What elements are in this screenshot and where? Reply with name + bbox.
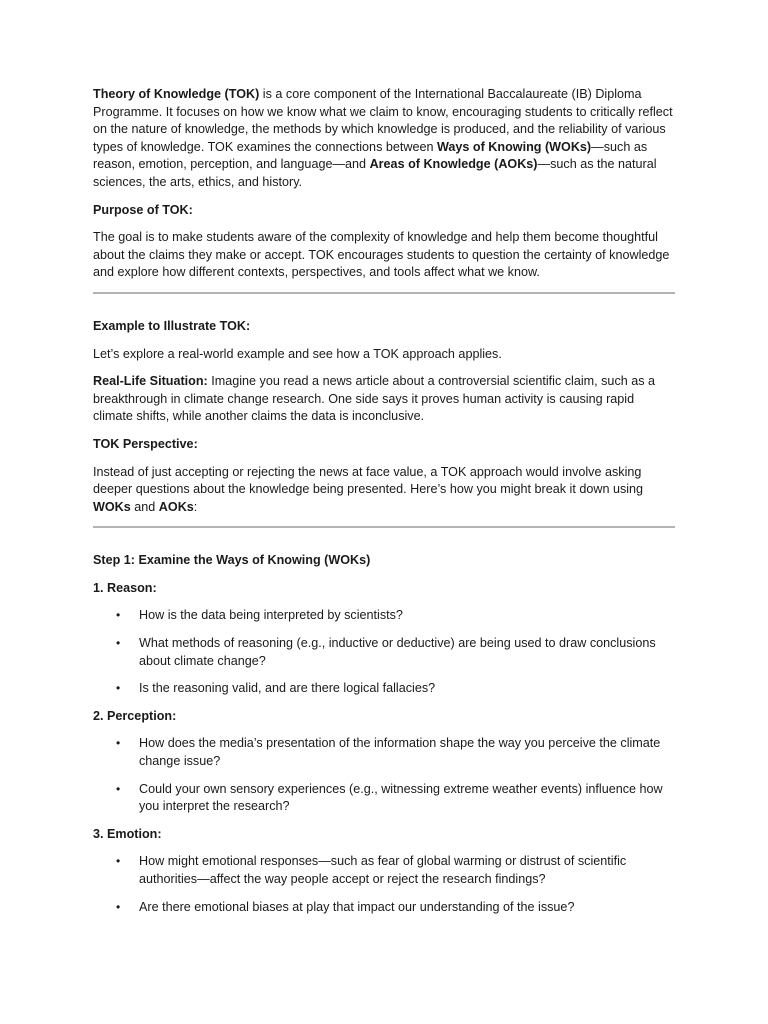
list-item: [93, 899, 675, 917]
section-divider: [93, 292, 675, 294]
aok-term: Areas of Knowledge (AOKs): [369, 157, 538, 172]
perspective-heading: TOK Perspective:: [93, 436, 198, 451]
reason-list: [93, 607, 675, 697]
list-item: [93, 607, 675, 625]
situation-text: Imagine you read a news article about a controversial scientific claim, such as a breakthrough in climate change research. One side says it proves human activity is causing rapid climate shifts, while another claims the data is inconclusive.: [93, 374, 656, 424]
bullet-icon: •: [116, 608, 121, 623]
list-item-text: How is the data being interpreted by scientists?: [139, 608, 403, 623]
intro-text-2: —such as reason, emotion, perception, and language—and: [93, 139, 648, 172]
emotion-list: [93, 853, 675, 916]
purpose-heading: Purpose of TOK:: [93, 202, 193, 217]
perception-list: [93, 735, 675, 815]
example-heading: Example to Illustrate TOK:: [93, 318, 251, 333]
list-item: [93, 680, 675, 698]
list-item: [93, 635, 675, 670]
emotion-heading: 3. Emotion:: [93, 826, 162, 841]
situation-label: Real-Life Situation:: [93, 374, 208, 389]
reason-heading: 1. Reason:: [93, 580, 157, 595]
list-item-text: How does the media’s presentation of the information shape the way you perceive the climate change issue?: [139, 736, 661, 769]
list-item-text: Are there emotional biases at play that impact our understanding of the issue?: [139, 899, 575, 914]
bullet-icon: •: [116, 681, 121, 696]
perception-heading: 2. Perception:: [93, 708, 177, 723]
list-item-text: How might emotional responses—such as fear of global warming or distrust of scientific authorities—affect the way people accept or reject the research findings?: [139, 854, 627, 886]
intro-paragraph: [93, 86, 675, 192]
intro-text-1: is a core component of the International Baccalaureate (IB) Diploma Programme. It focuses on how we know what we claim to know, encouraging students to critically reflect on the nature of knowledge, the methods by which knowledge is produced, and the reliability of various types of knowledge. TOK examines the connections between: [93, 87, 673, 154]
intro-text-3: —such as the natural sciences, the arts, ethics, and history.: [93, 157, 657, 189]
list-item: [93, 735, 675, 770]
bullet-icon: •: [116, 736, 121, 751]
colon-text: :: [193, 499, 198, 514]
bullet-icon: •: [116, 781, 121, 796]
situation-paragraph: [93, 373, 675, 426]
list-item: [93, 781, 675, 816]
example-intro: Let’s explore a real-world example and see how a TOK approach applies.: [93, 346, 502, 361]
tok-term: Theory of Knowledge (TOK): [93, 87, 260, 101]
list-item-text: Could your own sensory experiences (e.g., witnessing extreme weather events) influence how you interpret the research?: [139, 781, 663, 814]
list-item-text: Is the reasoning valid, and are there logical fallacies?: [139, 681, 436, 696]
woks-term: WOKs: [93, 499, 131, 514]
bullet-icon: •: [116, 854, 121, 869]
section-divider: [93, 526, 675, 528]
perspective-text: Instead of just accepting or rejecting the news at face value, a TOK approach would involve asking deeper questions about the knowledge being presented. Here’s how you might break it down using: [93, 464, 644, 497]
aoks-term: AOKs: [158, 499, 194, 514]
list-item-text: What methods of reasoning (e.g., inductive or deductive) are being used to draw conclusions about climate change?: [139, 636, 656, 668]
step1-heading: Step 1: Examine the Ways of Knowing (WOKs): [93, 553, 371, 568]
bullet-icon: •: [116, 636, 121, 651]
purpose-paragraph: The goal is to make students aware of the complexity of knowledge and help them become thoughtful about the claims they make or accept. TOK encourages students to question the certainty of knowledge and explore how different contexts, perspectives, and tools affect what we know.: [93, 230, 670, 280]
list-item: [93, 853, 675, 888]
perspective-paragraph: [93, 464, 675, 517]
wok-term: Ways of Knowing (WOKs): [436, 139, 592, 154]
and-text: and: [130, 499, 159, 514]
bullet-icon: •: [116, 899, 121, 914]
